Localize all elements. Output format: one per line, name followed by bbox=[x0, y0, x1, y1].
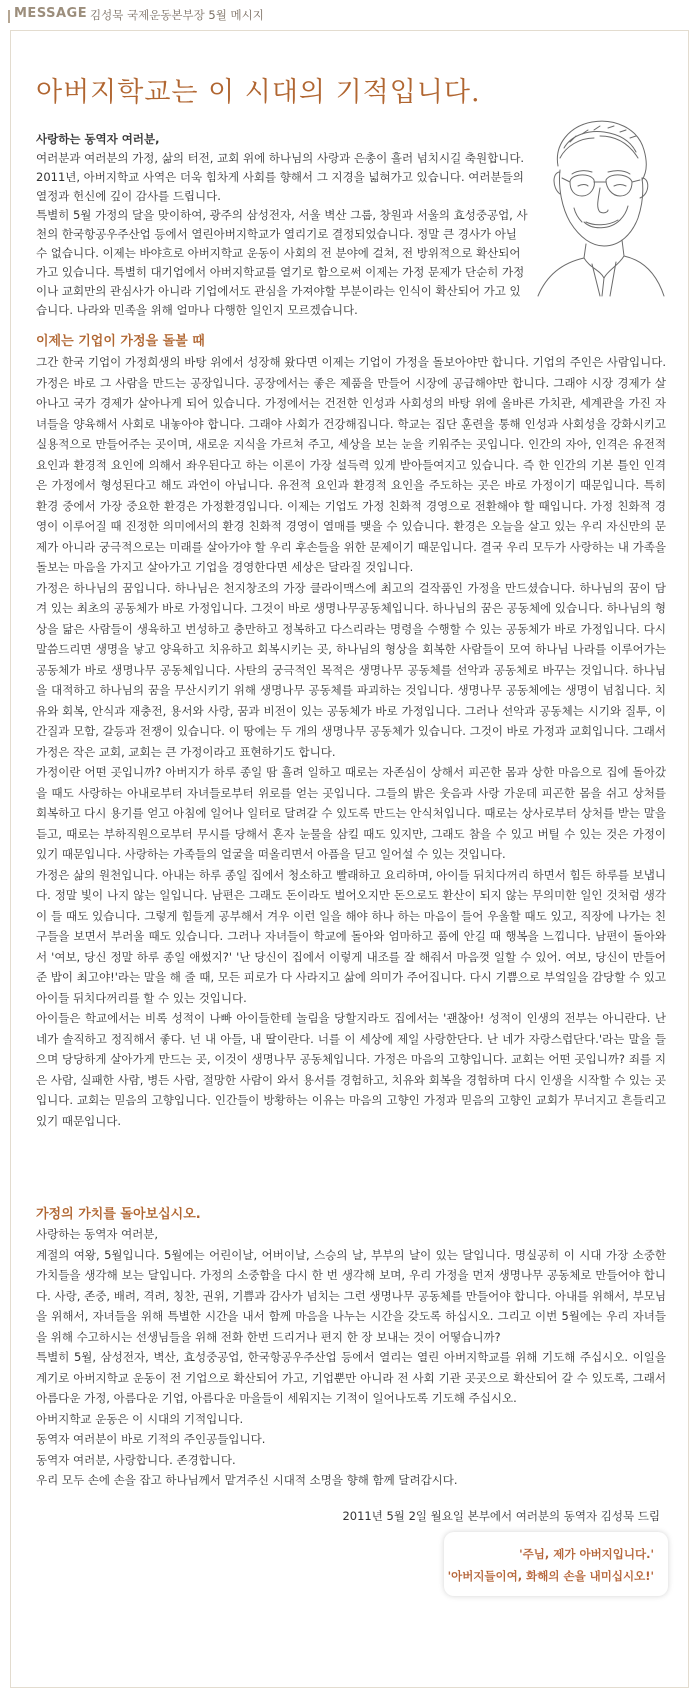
section1-paragraph: 아이들은 학교에서는 비록 성적이 나빠 아이들한테 놀림을 당할지라도 집에서는 '괜찮아! 성적이 인생의 전부는 아니란다. 난 네가 솔직하고 정직해서 좋다. 넌 내 아들, 내 딸이란다. 너를 이 세상에 제일 사랑한단다. 난 네가 자랑스럽단다.'라는 말을 들으며 당당하게 살아가게 만드는 곳, 이것이 생명나무 공동체입니다. 가정은 마음의 고향입니다. 교회는 어떤 곳입니까? 죄를 지은 사람, 실패한 사람, 병든 사람, 절망한 사람이 와서 용서를 경험하고, 치유와 회복을 경험하며 다시 인생을 시작할 수 있는 곳입니다. 교회는 믿음의 고향입니다. 인간들이 방황하는 이유는 마음의 고향인 가정과 믿음의 고향인 교회가 무너지고 흔들리고 있기 때문입니다. bbox=[36, 1011, 666, 1128]
intro-thanks: 2011년, 아버지학교 사역은 더욱 힘차게 사회를 향해서 그 지경을 넓혀가고 있습니다. 여러분들의 열정과 헌신에 깊이 감사를 드립니다. bbox=[36, 170, 524, 203]
section1-paragraph: 그간 한국 기업이 가정희생의 바탕 위에서 성장해 왔다면 이제는 기업이 가정을 돌보아야만 합니다. 기업의 주인은 사람입니다. 가정은 바로 그 사람을 만드는 공장입니다. 공장에서는 좋은 제품을 만들어 시장에 공급해야만 합니다. 그래야 시장 경제가 살아나고 국가 경제가 살아나게 되어 있습니다. 가정에서는 건전한 인성과 사회성의 바탕 위에 올바른 가치관, 세계관을 가진 자녀들을 양육해서 사회로 내놓아야 합니다. 그래야 사회가 건강해집니다. 학교는 집단 훈련을 통해 인성과 사회성을 강화시키고 실용적으로 만들어주는 곳이며, 새로운 지식을 가르쳐 주고, 세상을 보는 눈을 키워주는 곳입니다. 인간의 자아, 인격은 유전적 요인과 환경적 요인에 의해서 좌우된다고 하는 이론이 가장 설득력 있게 받아들여지고 있습니다. 즉 한 인간의 기본 틀인 인격은 가정에서 형성된다고 해도 과언이 아닙니다. 유전적 요인과 환경적 요인을 주도하는 곳은 바로 가정이기 때문입니다. 특히 환경 중에서 가장 중요한 환경은 가정환경입니다. 이제는 기업도 가정 친화적 경영으로 전환해야 할 때입니다. 가정 친화적 경영이 이루어질 때 진정한 의미에서의 환경 친화적 경영이 열매를 맺을 수 있습니다. 환경은 오늘을 살고 있는 우리 자신만의 문제가 아니라 궁극적으로는 미래를 살아가야 할 우리 후손들을 위한 문제이기 때문입니다. 결국 우리 모두가 사랑하는 내 가족을 돌보는 마음을 가지고 살아가고 기업을 경영한다면 세상은 달라질 것입니다. bbox=[36, 355, 666, 574]
header-accent-bar bbox=[8, 10, 10, 23]
intro-section bbox=[36, 130, 666, 320]
section1-paragraph: 가정이란 어떤 곳입니까? 아버지가 하루 종일 땀 흘려 일하고 때로는 자존심이 상해서 피곤한 몸과 상한 마음으로 집에 돌아갔을 때도 사랑하는 아내로부터 자녀들로부터 위로를 얻는 곳입니다. 그들의 밝은 웃음과 사랑 가운데 피곤한 몸을 쉬고 상처를 회복하고 다시 용기를 얻고 아침에 일어나 일터로 달려갈 수 있도록 만드는 안식처입니다. 때로는 상사로부터 상처를 받는 말을 듣고, 때로는 부하직원으로부터 무시를 당해서 혼자 눈물을 삼킬 때도 있지만, 그래도 참을 수 있고 버틸 수 있는 것은 가정이 있기 때문입니다. 사랑하는 가족들의 얼굴을 떠올리면서 아픔을 딛고 일어설 수 있는 것입니다. bbox=[36, 765, 666, 861]
section2-paragraph: 우리 모두 손에 손을 잡고 하나님께서 맡겨주신 시대적 소명을 향해 함께 달려갑시다. bbox=[36, 1473, 458, 1487]
section2-paragraph: 특별히 5월, 삼성전자, 벽산, 효성중공업, 한국항공우주산업 등에서 열리는 열린 아버지학교를 위해 기도해 주십시오. 이일을 계기로 아버지학교 운동이 전 기업으로 확산되어 가고, 기업뿐만 아니라 전 사회 기관 곳곳으로 확산되어 갈 수 있도록, 그래서 아름다운 가정, 아름다운 기업, 아름다운 마을들이 세워지는 기적이 일어나도록 기도해 주십시오. bbox=[36, 1350, 666, 1405]
page-title: 아버지학교는 이 시대의 기적입니다. bbox=[36, 77, 481, 108]
intro-greeting: 사랑하는 동역자 여러분, bbox=[36, 132, 160, 146]
section2-paragraph: 사랑하는 동역자 여러분, bbox=[36, 1227, 159, 1241]
section1-body bbox=[36, 352, 666, 1131]
quote-line-1: '주님, 제가 아버지입니다.' bbox=[519, 1547, 654, 1561]
signature-line: 2011년 5월 2일 월요일 본부에서 여러분의 동역자 김성묵 드림 bbox=[342, 1509, 660, 1523]
section2-title: 가정의 가치를 돌아보십시오. bbox=[36, 1207, 201, 1222]
section1-title: 이제는 기업이 가정을 돌볼 때 bbox=[36, 334, 205, 349]
quote-line-2: '아버지들이여, 화해의 손을 내미십시오!' bbox=[447, 1569, 654, 1583]
intro-announcement-text: 특별히 5월 가정의 달을 맞이하여, 광주의 삼성전자, 서울 벽산 그룹, 창원과 서울의 효성중공업, 사천의 한국항공우주산업 등에서 열린아버지학교가 열리기로 결정되었습니다. 정말 큰 경사가 아닐 수 없습니다. 이제는 바야흐로 아버지학교 운동이 사회의 전 분야에 걸쳐, 전 방위적으로 확산되어 가고 있습니다. 특별히 대기업에서 아버지학교를 열기로 함으로써 이제는 가정 문제가 단순히 가정이나 교회만의 관심사가 아니라 기업에서도 관심을 가져야할 부분이라는 인식이 확산되어 가고 있습니다. 나라와 민족을 위해 얼마나 다행한 일인지 모르겠습니다. bbox=[36, 208, 528, 317]
section1-paragraph: 가정은 하나님의 꿈입니다. 하나님은 천지창조의 가장 클라이맥스에 최고의 걸작품인 가정을 만드셨습니다. 하나님의 꿈이 담겨 있는 최초의 공동체가 바로 가정입니다. 그것이 바로 생명나무공동체입니다. 하나님의 꿈은 공동체에 있습니다. 하나님의 형상을 닮은 사람들이 생육하고 번성하고 충만하고 정복하고 다스리라는 명령을 수행할 수 있는 공동체가 바로 가정입니다. 다시 말씀드리면 생명을 낳고 양육하고 치유하고 회복시키는 곳, 하나님의 형상을 회복한 사람들이 모여 하나님 나라를 이루어가는 공동체가 바로 생명나무 공동체입니다. 사탄의 궁극적인 목적은 생명나무 공동체를 선악과 공동체로 바꾸는 것입니다. 하나님을 대적하고 하나님의 꿈을 무산시키기 위해 생명나무 공동체를 파괴하는 것입니다. 생명나무 공동체에는 생명이 넘칩니다. 치유와 회복, 안식과 재충전, 용서와 사랑, 꿈과 비전이 있는 공동체가 바로 가정입니다. 그러나 선악과 공동체는 시기와 질투, 이간질과 모함, 갈등과 전쟁이 있습니다. 이 땅에는 두 개의 생명나무 공동체가 있습니다. 그것이 바로 가정과 교회입니다. 그래서 가정은 작은 교회, 교회는 큰 가정이라고 표현하기도 합니다. bbox=[36, 580, 666, 759]
section1-paragraph: 가정은 삶의 원천입니다. 아내는 하루 종일 집에서 청소하고 빨래하고 요리하며, 아이들 뒤치다꺼리 하면서 힘든 하루를 보냅니다. 정말 빛이 나지 않는 일입니다. 남편은 그래도 돈이라도 벌어오지만 돈으로도 환산이 되지 않는 무의미한 일인 것처럼 생각이 들 때도 있습니다. 그렇게 힘들게 공부해서 겨우 이런 일을 해야 하나 하는 마음이 들어 우울할 때도 있고, 직장에 나가는 친구들을 보면서 부러울 때도 있습니다. 그러나 자녀들이 학교에 돌아와 엄마하고 품에 안길 때 행복을 느낍니다. 남편이 돌아와서 '여보, 당신 정말 하루 종일 애썼지?' '난 당신이 집에서 이렇게 내조를 잘 해줘서 마음껏 일할 수 있어. 여보, 당신이 만들어 준 밥이 최고야!'라는 말을 해 줄 때, 모든 피로가 다 사라지고 삶에 의미가 주어집니다. 다시 기쁨으로 부엌일을 감당할 수 있고 아이들 뒤치다꺼리를 할 수 있는 것입니다. bbox=[36, 867, 666, 1005]
intro-blessing: 여러분과 여러분의 가정, 삶의 터전, 교회 위에 하나님의 사랑과 은총이 흘러 넘치시길 축원합니다. bbox=[36, 151, 525, 165]
section2-paragraph: 계절의 여왕, 5월입니다. 5월에는 어린이날, 어버이날, 스승의 날, 부부의 날이 있는 달입니다. 명실공히 이 시대 가장 소중한 가치들을 생각해 보는 달입니다. 가정의 소중함을 다시 한 번 생각해 보며, 우리 가정을 먼저 생명나무 공동체로 만들어야 합니다. 사랑, 존중, 배려, 격려, 칭찬, 권위, 기쁨과 감사가 넘치는 그런 생명나무 공동체를 만들어야 합니다. 아내를 위해서, 부모님을 위해서, 자녀들을 위해 특별한 시간을 내서 함께 마음을 나누는 시간을 갖도록 하십시오. 그리고 이번 5월에는 우리 자녀들을 위해 수고하시는 선생님들을 위해 전화 한번 드리거나 편지 한 장 보내는 것이 어떻습니까? bbox=[36, 1247, 666, 1344]
section2-body bbox=[36, 1224, 666, 1491]
section2-paragraph: 아버지학교 운동은 이 시대의 기적입니다. bbox=[36, 1411, 244, 1426]
section2-paragraph: 동역자 여러분이 바로 기적의 주인공들입니다. bbox=[36, 1432, 266, 1446]
intro-announcement bbox=[36, 206, 666, 320]
header-subtitle: 김성묵 국제운동본부장 5월 메시지 bbox=[90, 8, 264, 22]
header-label: MESSAGE bbox=[14, 6, 88, 21]
section2-paragraph: 동역자 여러분, 사랑합니다. 존경합니다. bbox=[36, 1452, 236, 1467]
quote-box bbox=[444, 1532, 668, 1596]
